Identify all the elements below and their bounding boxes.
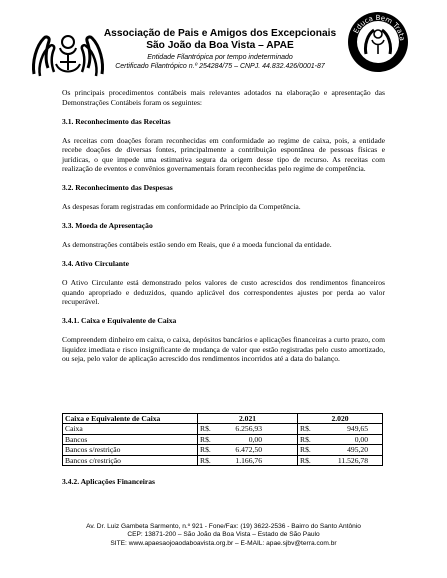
- section-3-3-text: As demonstrações contábeis estão sendo em Reais, que é a moeda funcional da entidade.: [62, 240, 332, 249]
- currency: R$.: [200, 434, 211, 444]
- org-name-line2: São João da Boa Vista – APAE: [146, 40, 294, 51]
- letterhead: [100, 28, 340, 71]
- table-row: [63, 424, 383, 434]
- section-3-4-2-title: 3.4.2. Aplicações Financeiras: [62, 477, 156, 486]
- row-label: Bancos c/restrição: [63, 455, 198, 465]
- table-row: [63, 445, 383, 455]
- footer-contact: SITE: www.apaesaojoaodaboavista.org.br – E-MAIL: apae.sjbv@terra.com.br: [110, 539, 337, 547]
- value-2020: 0,00: [354, 434, 368, 444]
- section-3-4-1-text: Compreendem dinheiro em caixa, o caixa, depósitos bancários e aplicações financeiras a curto prazo, com liquidez imediata e risco insignificante de mudança de valor que estão registradas pelo custo amortizado, ou seja, pelo valor de aplicação acrescido dos rendimentos incorridos até a data do balanço.: [62, 335, 385, 363]
- currency: R$.: [200, 445, 211, 455]
- seal-logo: [346, 10, 410, 74]
- section-3-4-text: O Ativo Circulante está demonstrado pelos valores de custo acrescidos dos rendimentos financeiros quando apropriado e deduzidos, quando aplicável dos correspondentes ajustes por perda ao valor recuperável.: [62, 278, 385, 306]
- footer-address: Av. Dr. Luiz Gambeta Sarmento, n.º 921 - Fone/Fax: (19) 3622-2536 - Bairro do Santo Antônio: [86, 523, 361, 530]
- row-label: Bancos: [63, 434, 198, 444]
- cash-equivalents-table: [62, 413, 383, 466]
- section-3-4-1-title: 3.4.1. Caixa e Equivalente de Caixa: [62, 316, 177, 325]
- currency: R$.: [300, 434, 311, 444]
- table-row: [63, 455, 383, 465]
- intro-paragraph: Os principais procedimentos contábeis mais relevantes adotados na elaboração e apresentação das Demonstrações Contábeis foram os seguintes:: [62, 88, 385, 107]
- currency: R$.: [300, 424, 311, 434]
- org-status: Entidade Filantrópica por tempo indeterminado: [147, 54, 293, 61]
- currency: R$.: [300, 445, 311, 455]
- footer-cep: CEP: 13871-200 – São João da Boa Vista – Estado de São Paulo: [127, 531, 320, 539]
- value-2020: 11.526,78: [337, 455, 368, 465]
- currency: R$.: [200, 424, 211, 434]
- footer: [0, 523, 447, 548]
- row-label: Bancos s/restrição: [63, 445, 198, 455]
- value-2021: 0,00: [248, 434, 262, 444]
- value-2021: 6.472,50: [235, 445, 262, 455]
- section-3-2-text: As despesas foram registradas em conformidade ao Princípio da Competência.: [62, 202, 301, 211]
- section-3-3-title: 3.3. Moeda de Apresentação: [62, 221, 153, 230]
- section-3-2-title: 3.2. Reconhecimento das Despesas: [62, 183, 173, 192]
- table-header-row: [63, 414, 383, 424]
- apae-hands-logo: [30, 26, 106, 82]
- seal-text: Educa Bem Trata: [352, 13, 407, 42]
- row-label: Caixa: [63, 424, 198, 434]
- value-2020: 495,20: [347, 445, 368, 455]
- value-2020: 949,65: [347, 424, 368, 434]
- document-body: [62, 88, 385, 364]
- value-2021: 1.166,76: [235, 455, 262, 465]
- org-name-line1: Associação de Pais e Amigos dos Excepcionais: [103, 28, 337, 39]
- table-header-2021: 2.021: [198, 414, 298, 424]
- table-header-label: Caixa e Equivalente de Caixa: [63, 414, 198, 424]
- table-header-2020: 2.020: [298, 414, 383, 424]
- org-certificate: Certificado Filantrópico n.º 254284/75 – CNPJ. 44.832.426/0001-87: [115, 63, 325, 70]
- section-3-1-text: As receitas com doações foram reconhecidas em conformidade ao regime de caixa, pois, a entidade recebe doações de diversas fontes, principalmente a contribuição espontânea de pessoas físicas e jurídicas, o que impede uma estimativa segura da origem desse tipo de recurso. As receitas com realização de eventos e convênios governamentais foram reconhecidas pelo regime de competência.: [62, 135, 385, 173]
- currency: R$.: [200, 455, 211, 465]
- table-row: [63, 434, 383, 444]
- section-3-4-title: 3.4. Ativo Circulante: [62, 259, 129, 268]
- section-3-1-title: 3.1. Reconhecimento das Receitas: [62, 116, 171, 126]
- value-2021: 6.256,93: [235, 424, 262, 434]
- currency: R$.: [300, 455, 311, 465]
